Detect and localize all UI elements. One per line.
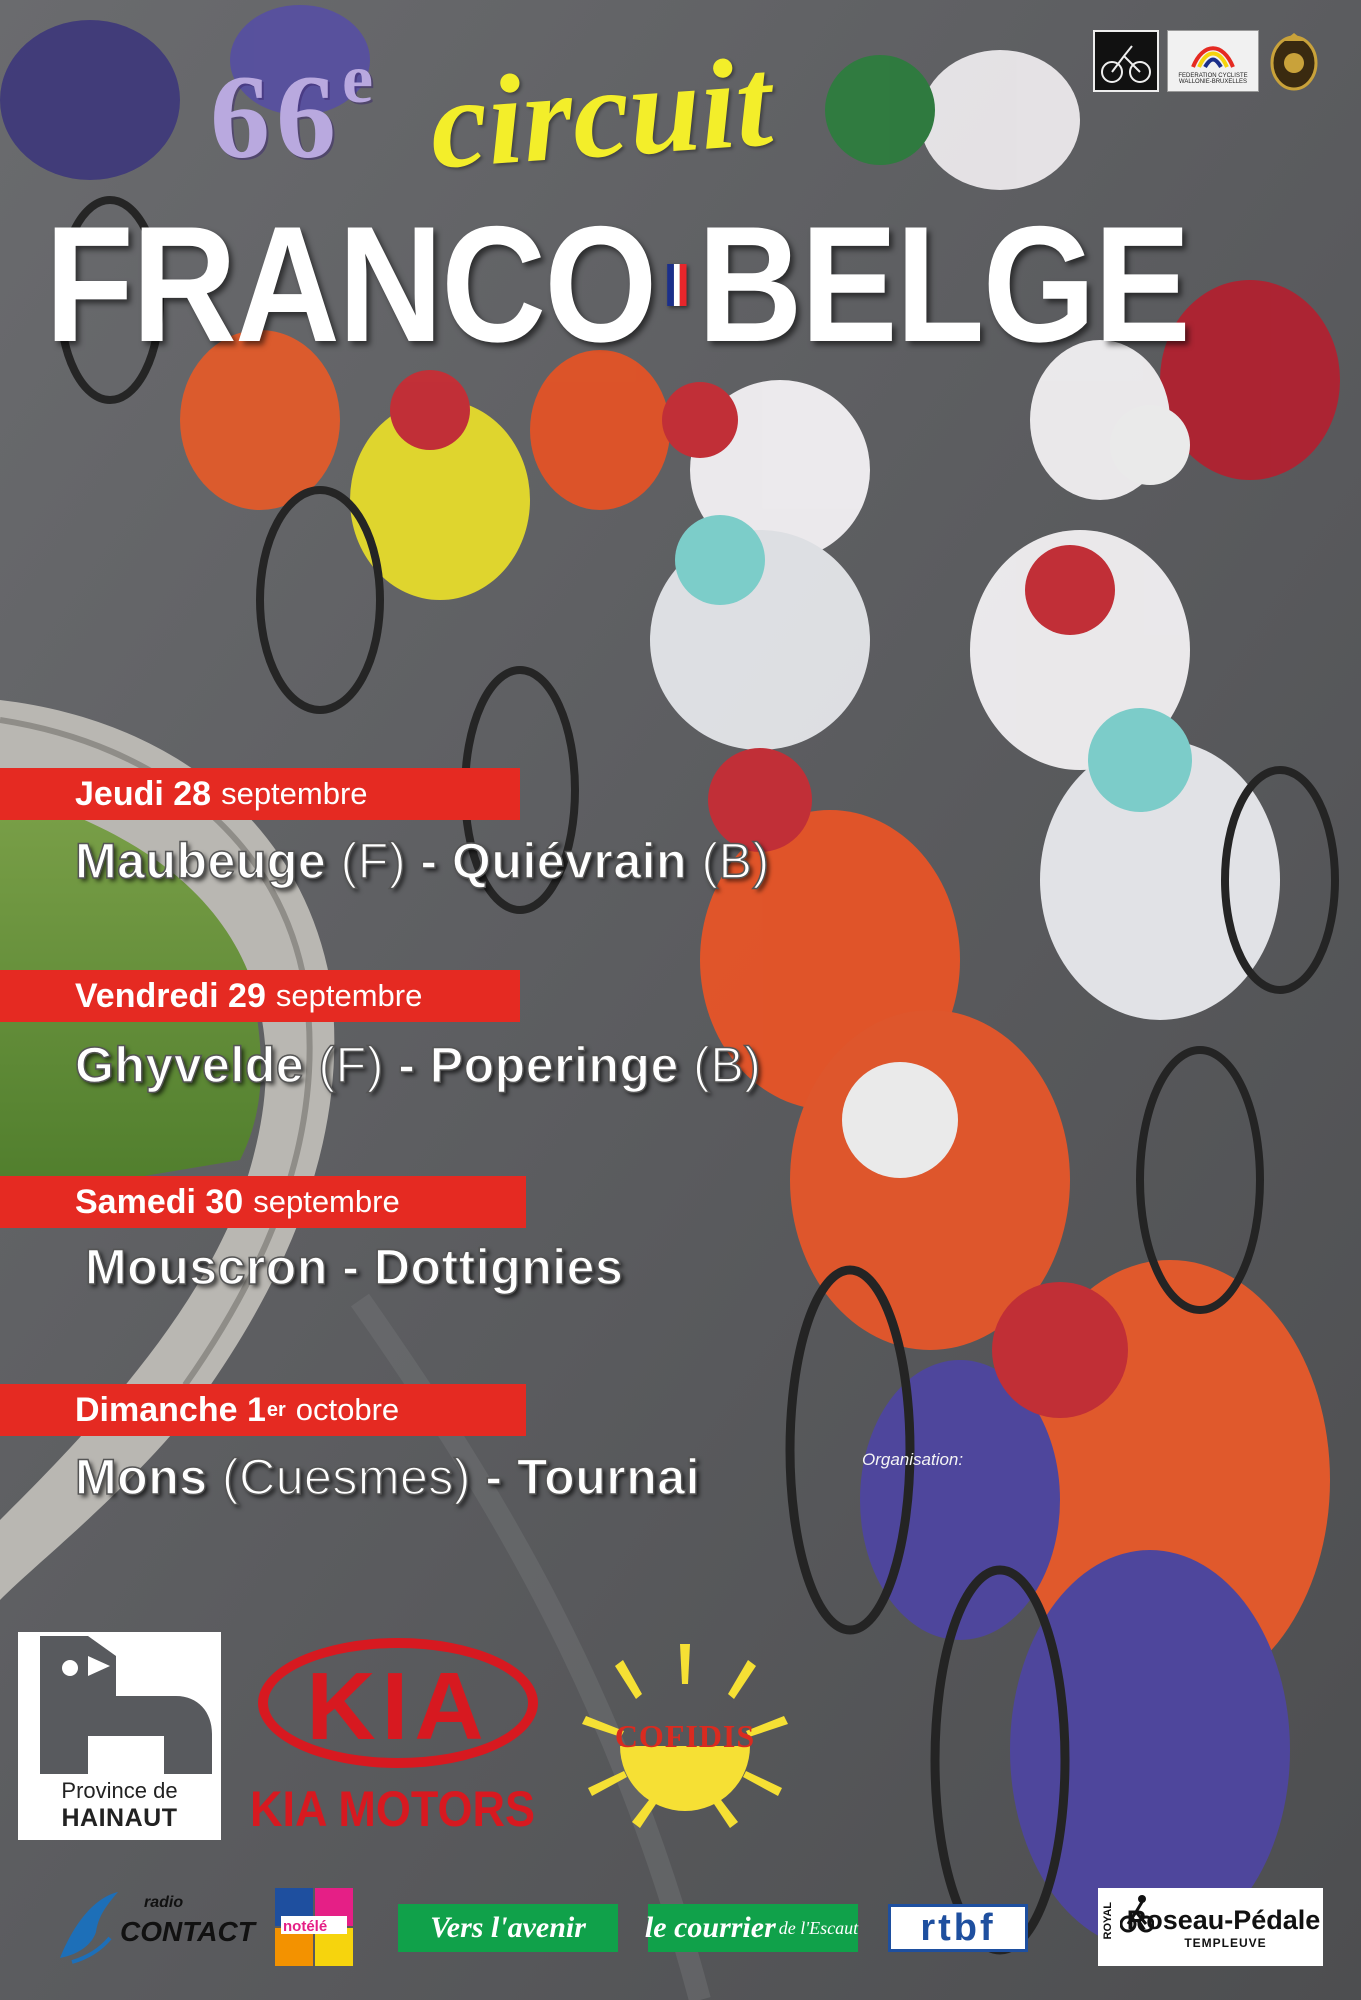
route-city: Maubeuge bbox=[75, 833, 327, 889]
flag-stripe bbox=[667, 264, 673, 306]
route-city: Mouscron - Dottignies bbox=[85, 1239, 624, 1295]
edition-number bbox=[210, 40, 379, 186]
cofidis-text: COFIDIS bbox=[614, 1718, 756, 1754]
stage-1-route bbox=[75, 832, 770, 890]
stage-4-date bbox=[0, 1384, 526, 1436]
cyclist-icon bbox=[1120, 1894, 1154, 1934]
roseau-pedale-logo bbox=[1098, 1888, 1323, 1966]
cycling-federation-icon bbox=[1093, 30, 1159, 92]
main-title bbox=[45, 190, 1189, 379]
stage-2-route bbox=[75, 1036, 761, 1094]
royal-label: ROYAL bbox=[1102, 1902, 1114, 1940]
stage-3-date bbox=[0, 1176, 526, 1228]
roseau-name: Roseau-Pédale bbox=[1126, 1904, 1321, 1935]
kia-motors-logo bbox=[250, 1638, 580, 1838]
stage-day: Samedi 30 bbox=[75, 1182, 244, 1221]
fcwb-logo bbox=[1167, 30, 1259, 92]
route-city: - Poperinge bbox=[398, 1037, 679, 1093]
courrier-subtext: de l'Escaut bbox=[778, 1917, 859, 1938]
france-flag-icon bbox=[667, 264, 686, 306]
flag-stripe bbox=[680, 264, 686, 306]
hainaut-h-icon bbox=[26, 1636, 212, 1774]
contact-label: CONTACT bbox=[120, 1916, 255, 1947]
hainaut-line1: Province de bbox=[61, 1778, 178, 1803]
roseau-sub: TEMPLEUVE bbox=[1184, 1935, 1267, 1950]
stage-1-date bbox=[0, 768, 520, 820]
kia-motors-text: KIA MOTORS bbox=[250, 1781, 536, 1837]
stage-month: septembre bbox=[275, 978, 423, 1013]
route-city: - Tournai bbox=[485, 1449, 700, 1505]
hainaut-line2: HAINAUT bbox=[61, 1804, 178, 1832]
route-country: (B) bbox=[687, 833, 770, 889]
stage-3-route bbox=[85, 1238, 623, 1296]
edition-number-value: 66 bbox=[210, 50, 342, 183]
title-belge: BELGE bbox=[697, 192, 1189, 376]
edition-suffix: e bbox=[342, 41, 380, 118]
courrier-text: le courrier bbox=[644, 1911, 776, 1944]
cyclist-icon bbox=[1098, 36, 1154, 86]
rtbf-logo: rtbf bbox=[888, 1904, 1028, 1952]
stage-2-date bbox=[0, 970, 520, 1022]
stage-4-route bbox=[75, 1448, 700, 1506]
flag-stripe bbox=[673, 264, 679, 306]
stage-day: Dimanche 1 bbox=[75, 1390, 266, 1429]
circuit-word: circuit bbox=[425, 30, 776, 196]
title-franco: FRANCO bbox=[45, 192, 656, 376]
dolphin-icon bbox=[52, 1888, 124, 1966]
notele-text: notélé bbox=[283, 1918, 328, 1935]
route-country: (F) bbox=[326, 833, 421, 889]
radio-label: radio bbox=[144, 1894, 184, 1911]
fcwb-text: FEDERATION CYCLISTE WALLONIE-BRUXELLES bbox=[1178, 73, 1248, 85]
route-city: - Quiévrain bbox=[420, 833, 688, 889]
route-country: (Cuesmes) bbox=[207, 1449, 486, 1505]
route-country: (B) bbox=[678, 1037, 762, 1093]
stage-day: Vendredi 29 bbox=[75, 976, 266, 1015]
crest-emblem-icon bbox=[1269, 31, 1319, 91]
organisation-label: Organisation: bbox=[862, 1450, 964, 1469]
royal-crest-icon bbox=[1267, 30, 1321, 92]
route-country: (F) bbox=[304, 1037, 399, 1093]
stage-day: Jeudi 28 bbox=[75, 774, 212, 813]
stage-month: octobre bbox=[295, 1392, 400, 1427]
route-city: Mons bbox=[75, 1449, 208, 1505]
kia-logo-text: KIA bbox=[306, 1653, 490, 1760]
radio-contact-logo bbox=[52, 1882, 255, 1968]
stage-month: septembre bbox=[221, 776, 368, 811]
notele-logo bbox=[275, 1888, 355, 1966]
route-city: Ghyvelde bbox=[75, 1037, 305, 1093]
courrier-escaut-logo bbox=[644, 1904, 859, 1952]
stage-month: septembre bbox=[253, 1184, 400, 1219]
fcwb-emblem-icon bbox=[1183, 37, 1243, 73]
media-sponsors bbox=[0, 1880, 1361, 1980]
cofidis-logo bbox=[580, 1636, 790, 1836]
vers-l-avenir-logo: Vers l'avenir bbox=[398, 1904, 618, 1952]
federation-logos bbox=[1093, 30, 1321, 92]
province-hainaut-logo bbox=[18, 1632, 221, 1840]
stage-day-sup: er bbox=[266, 1398, 286, 1421]
